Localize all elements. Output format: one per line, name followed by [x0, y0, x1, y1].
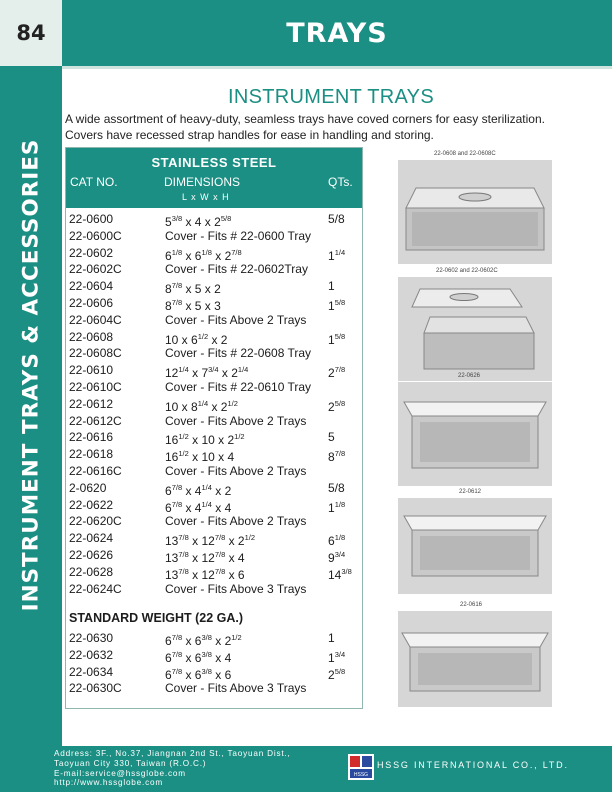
table-row: [66, 480, 362, 497]
cell-qts: $2^{7/8}$: [328, 365, 346, 381]
table-body-standard-weight: [66, 630, 362, 697]
cell-dimensions: Cover - Fits Above 2 Trays: [165, 413, 307, 428]
cell-cat-no: 22-0600C: [69, 228, 122, 243]
cell-dimensions: $13^{7/8}$ x $12^{7/8}$ x $2^{1/2}$: [165, 533, 256, 549]
cell-dimensions: $6^{7/8}$ x $4^{1/4}$ x 4: [165, 499, 232, 515]
cell-cat-no: 22-0602: [69, 245, 114, 260]
cell-dimensions: Cover - Fits Above 2 Trays: [165, 514, 307, 529]
footer-address: [54, 749, 291, 788]
table-row: [66, 630, 362, 647]
cell-cat-no: 22-0604: [69, 279, 114, 294]
cell-qts: $2^{5/8}$: [328, 666, 346, 682]
image-caption: 22-0626: [458, 373, 481, 379]
product-table: [65, 147, 363, 709]
page-number: 84: [16, 21, 46, 45]
table-row: [66, 245, 362, 262]
column-header-dimensions: DIMENSIONS: [164, 175, 241, 189]
table-row: [66, 295, 362, 312]
table-header: [66, 148, 362, 208]
cell-cat-no: 22-0602C: [69, 262, 122, 277]
side-label: INSTRUMENT TRAYS & ACCESSORIES: [18, 138, 44, 612]
deep-tray-photo: [398, 382, 552, 486]
table-row: [66, 312, 362, 329]
cell-dimensions: Cover - Fits # 22-0600 Tray: [165, 228, 312, 243]
email-link[interactable]: E-mail:service@hssglobe.com: [54, 768, 186, 778]
cell-qts: 5/8: [328, 212, 345, 226]
cell-dimensions: $16^{1/2}$ x 10 x $2^{1/2}$: [165, 432, 245, 448]
cell-dimensions: $13^{7/8}$ x $12^{7/8}$ x 6: [165, 566, 245, 582]
cell-cat-no: 2-0620: [69, 480, 107, 495]
header-rule: [62, 66, 612, 69]
table-row: [66, 362, 362, 379]
table-row: [66, 396, 362, 413]
small-tray-with-cover-photo: [398, 277, 552, 381]
cell-cat-no: 22-0608: [69, 329, 114, 344]
cell-qts: 5/8: [328, 480, 345, 495]
table-row: [66, 547, 362, 564]
table-row: [66, 345, 362, 362]
cell-dimensions: $6^{7/8}$ x $6^{3/8}$ x 4: [165, 649, 232, 665]
table-row: [66, 278, 362, 295]
cell-dimensions: Cover - Fits Above 3 Trays: [165, 681, 307, 696]
cell-dimensions: Cover - Fits Above 2 Trays: [165, 312, 307, 327]
column-subheader-lwh: L x W x H: [182, 192, 230, 202]
table-body: [66, 211, 362, 597]
cell-dimensions: $16^{1/2}$ x 10 x 4: [165, 449, 235, 465]
table-row: [66, 647, 362, 664]
table-row: [66, 329, 362, 346]
cell-dimensions: Cover - Fits # 22-0602Tray: [165, 262, 308, 277]
column-header-qts: QTs.: [328, 175, 353, 189]
logo-text: HSSG: [353, 772, 369, 778]
cell-cat-no: 22-0612: [69, 396, 114, 411]
company-name: HSSG INTERNATIONAL CO., LTD.: [377, 760, 569, 770]
cell-dimensions: $6^{7/8}$ x $6^{3/8}$ x $2^{1/2}$: [165, 633, 242, 648]
cell-dimensions: $6^{7/8}$ x $6^{3/8}$ x 6: [165, 666, 232, 682]
cell-dimensions: 10 x $8^{1/4}$ x $2^{1/2}$: [165, 398, 238, 414]
table-row: [66, 413, 362, 430]
cell-qts: $1^{5/8}$: [328, 297, 346, 313]
tray-with-cover-photo: [398, 160, 552, 264]
page-number-box: [0, 0, 62, 66]
website-link[interactable]: http://www.hssglobe.com: [54, 778, 163, 788]
cell-dimensions: 10 x $6^{1/2}$ x 2: [165, 331, 228, 347]
cell-cat-no: 22-0618: [69, 447, 114, 462]
address-line: Address: 3F., No.37, Jiangnan 2nd St., Taoyuan Dist.,: [54, 749, 291, 758]
cell-dimensions: $6^{7/8}$ x $4^{1/4}$ x 2: [165, 482, 232, 498]
table-row: [66, 664, 362, 681]
cell-dimensions: Cover - Fits # 22-0608 Tray: [165, 346, 312, 361]
cell-qts: 1: [328, 279, 335, 294]
cell-cat-no: 22-0616C: [69, 463, 122, 478]
cell-qts: $8^{7/8}$: [328, 449, 346, 465]
page-header: [62, 0, 612, 66]
cell-qts: $1^{3/4}$: [328, 649, 346, 665]
table-row: [66, 564, 362, 581]
large-tray-photo: [398, 611, 552, 707]
table-row: [66, 446, 362, 463]
table-row: [66, 530, 362, 547]
cell-dimensions: Cover - Fits # 22-0610 Tray: [165, 379, 312, 394]
cell-dimensions: $8^{7/8}$ x 5 x 3: [165, 297, 221, 313]
cell-cat-no: 22-0610: [69, 363, 114, 378]
table-row: [66, 261, 362, 278]
cell-dimensions: Cover - Fits Above 2 Trays: [165, 463, 307, 478]
cell-qts: $1^{1/4}$: [328, 247, 346, 263]
table-row: [66, 211, 362, 228]
page-title: TRAYS: [286, 17, 388, 49]
cell-cat-no: 22-0628: [69, 564, 114, 579]
footer: [0, 746, 612, 792]
cell-qts: $1^{5/8}$: [328, 331, 346, 347]
cell-qts: 1: [328, 631, 335, 645]
cell-cat-no: 22-0608C: [69, 346, 122, 361]
cell-qts: 5: [328, 430, 335, 445]
cell-cat-no: 22-0624C: [69, 581, 122, 596]
cell-qts: $2^{5/8}$: [328, 398, 346, 414]
description-line: A wide assortment of heavy-duty, seamless trays have coved corners for easy sterilization.: [65, 112, 545, 126]
table-row: [66, 680, 362, 697]
cell-cat-no: 22-0600: [69, 212, 114, 226]
cell-cat-no: 22-0626: [69, 547, 114, 562]
cell-cat-no: 22-0632: [69, 647, 114, 662]
section-description: [65, 111, 605, 143]
cell-cat-no: 22-0610C: [69, 379, 122, 394]
medium-tray-photo: [398, 498, 552, 594]
image-caption: 22-0612: [459, 489, 482, 495]
table-row: [66, 581, 362, 598]
table-row: [66, 228, 362, 245]
table-row: [66, 497, 362, 514]
cell-cat-no: 22-0630C: [69, 681, 122, 696]
description-line: Covers have recessed strap handles for ease in handling and storing.: [65, 128, 434, 142]
cell-cat-no: 22-0622: [69, 497, 114, 512]
table-row: [66, 513, 362, 530]
cell-cat-no: 22-0630: [69, 631, 114, 645]
cell-dimensions: $8^{7/8}$ x 5 x 2: [165, 281, 221, 297]
cell-qts: $6^{1/8}$: [328, 533, 346, 549]
cell-qts: $14^{3/8}$: [328, 566, 352, 582]
cell-qts: $9^{3/4}$: [328, 549, 346, 565]
table-row: [66, 463, 362, 480]
image-caption: 22-0602 and 22-0602C: [436, 268, 498, 274]
image-caption: 22-0608 and 22-0608C: [434, 151, 496, 157]
table-row: [66, 429, 362, 446]
cell-cat-no: 22-0604C: [69, 312, 122, 327]
cell-cat-no: 22-0624: [69, 531, 114, 546]
group2-title: STANDARD WEIGHT (22 GA.): [69, 611, 244, 625]
cell-dimensions: $6^{1/8}$ x $6^{1/8}$ x $2^{7/8}$: [165, 247, 242, 263]
column-header-cat: CAT NO.: [70, 175, 118, 189]
cell-cat-no: 22-0612C: [69, 413, 122, 428]
group-title: STAINLESS STEEL: [151, 155, 277, 170]
cell-dimensions: $12^{1/4}$ x $7^{3/4}$ x $2^{1/4}$: [165, 365, 249, 381]
cell-qts: $1^{1/8}$: [328, 499, 346, 515]
section-title: INSTRUMENT TRAYS: [228, 86, 434, 108]
cell-dimensions: $5^{3/8}$ x 4 x $2^{5/8}$: [165, 214, 232, 229]
cell-cat-no: 22-0620C: [69, 514, 122, 529]
cell-dimensions: $13^{7/8}$ x $12^{7/8}$ x 4: [165, 549, 245, 565]
cell-cat-no: 22-0634: [69, 664, 114, 679]
cell-cat-no: 22-0606: [69, 295, 114, 310]
cell-cat-no: 22-0616: [69, 430, 114, 445]
hssg-logo: [348, 754, 374, 780]
address-line: Taoyuan City 330, Taiwan (R.O.C.): [54, 758, 207, 768]
table-row: [66, 379, 362, 396]
cell-dimensions: Cover - Fits Above 3 Trays: [165, 581, 307, 596]
image-caption: 22-0616: [460, 602, 483, 608]
